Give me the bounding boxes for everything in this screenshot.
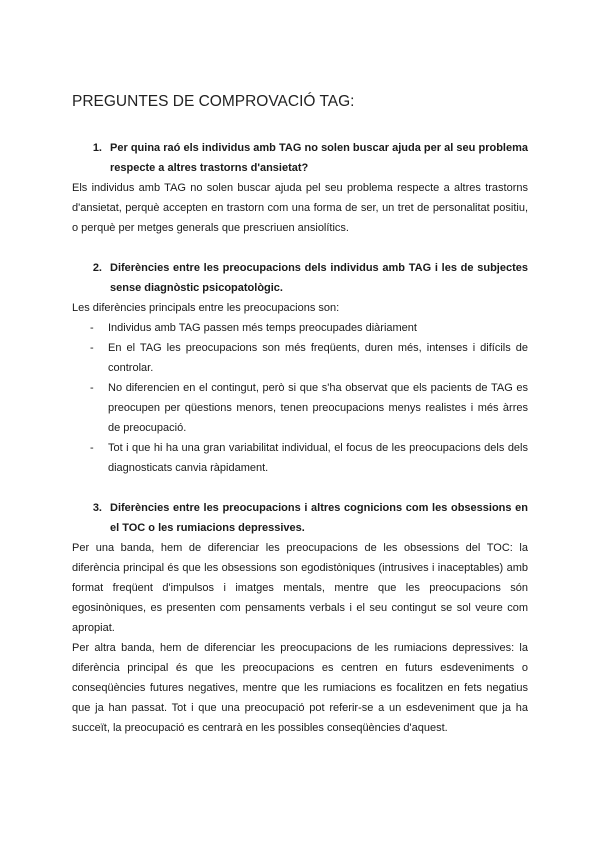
question-text: Diferències entre les preocupacions dels individus amb TAG i les de subjectes sense diagnòstic psicopatològic.	[110, 262, 528, 294]
page-title: PREGUNTES DE COMPROVACIÓ TAG:	[72, 93, 355, 110]
list-item: - En el TAG les preocupacions son més freqüents, duren més, intenses i difícils de controlar.	[72, 338, 528, 378]
bullet-dash: -	[90, 322, 94, 334]
question-number: 1.	[92, 142, 102, 154]
document-page	[72, 92, 528, 738]
bullet-dash: -	[90, 382, 94, 394]
question-text: Per quina raó els individus amb TAG no solen buscar ajuda per al seu problema respecte a altres trastorns d'ansietat?	[110, 142, 528, 174]
question-number: 2.	[92, 262, 102, 274]
bullet-list	[72, 318, 528, 478]
list-item: - No diferencien en el contingut, però si que s'ha observat que els pacients de TAG es preocupen per qüestions menors, tenen preocupacions menys realistes i més àrres de preocupació.	[72, 378, 528, 438]
answer-paragraph: Els individus amb TAG no solen buscar ajuda pel seu problema respecte a altres trastorns d'ansietat, perquè accepten en trastorn com una forma de ser, un tret de personalitat positiu, o perquè per metges generals que prescriuen ansiolítics.	[72, 182, 528, 234]
question-1	[72, 138, 528, 178]
question-text: Diferències entre les preocupacions i altres cognicions com les obsessions en el TOC o les rumiacions depressives.	[110, 502, 528, 534]
bullet-dash: -	[90, 442, 94, 454]
list-item: - Individus amb TAG passen més temps preocupades diàriament	[72, 318, 528, 338]
question-2	[72, 258, 528, 298]
question-number: 3.	[92, 502, 102, 514]
answer-intro: Les diferències principals entre les preocupacions son:	[72, 302, 340, 314]
answer-paragraph: Per una banda, hem de diferenciar les preocupacions de les obsessions del TOC: la diferència principal és que les obsessions son egodistòniques (intrusives i inaceptables) amb format freqüent d'impulsos i imatges mentals, mentre que les preocupacions són egosinòniques, es presenten com pensaments verbals i el seu contingut se sol veure com apropiat.	[72, 542, 528, 634]
question-3	[72, 498, 528, 538]
answer-paragraph: Per altra banda, hem de diferenciar les preocupacions de les rumiacions depressives: la diferència principal és que les preocupacions es centren en futurs esdeveniments o conseqüències futures negatives, mentre que les rumiacions es focalitzen en fets negatius que ja han passat. Tot i que una preocupació pot referir-se a un esdeveniment que ja ha succeït, la preocupació es centrarà en les possibles conseqüències d'aquest.	[72, 642, 528, 734]
bullet-dash: -	[90, 342, 94, 354]
list-item: - Tot i que hi ha una gran variabilitat individual, el focus de les preocupacions dels dels diagnosticats canvia ràpidament.	[72, 438, 528, 478]
